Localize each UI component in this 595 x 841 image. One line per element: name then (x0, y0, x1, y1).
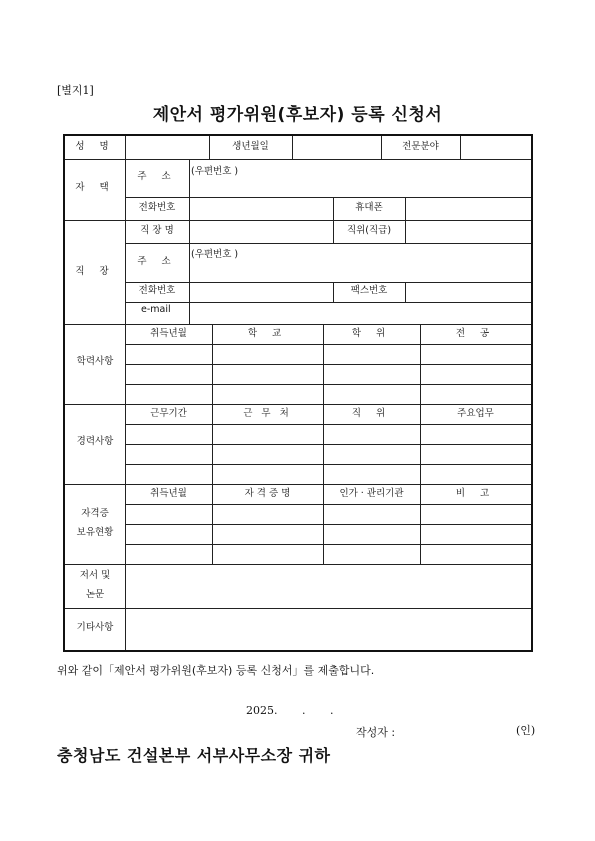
submission-date: 2025. . . (246, 704, 334, 717)
home-address-label: 주 소 (137, 171, 177, 182)
table-rule-line (125, 444, 531, 445)
table-rule-line (125, 197, 531, 198)
career-header-position: 직 위 (351, 408, 392, 419)
table-rule-line (65, 404, 531, 405)
education-header-school: 학 교 (247, 328, 288, 339)
table-rule-line (125, 384, 531, 385)
license-header-name: 자 격 증 명 (244, 488, 291, 499)
table-rule-line (65, 564, 531, 565)
seal-mark: (인) (516, 724, 536, 737)
license-header-date: 취득년월 (150, 488, 187, 499)
recipient-line: 충청남도 건설본부 서부사무소장 귀하 (57, 746, 331, 765)
work-address-label: 주 소 (137, 256, 177, 267)
workplace-label: 직 장 명 (140, 225, 174, 236)
application-form-table (63, 134, 533, 652)
field-label: 전문분야 (402, 141, 439, 152)
table-rule-line (125, 424, 531, 425)
table-rule-line (405, 197, 406, 220)
table-rule-line (65, 159, 531, 160)
license-label-line2: 보유현황 (76, 527, 114, 538)
table-rule-line (420, 324, 421, 564)
table-rule-line (125, 464, 531, 465)
table-rule-line (125, 544, 531, 545)
papers-label-line2: 논문 (85, 589, 105, 600)
table-rule-line (125, 524, 531, 525)
attachment-label: [별지1] (57, 84, 94, 97)
work-phone-label: 전화번호 (138, 285, 176, 296)
position-label: 직위(직급) (346, 225, 392, 236)
career-header-duties: 주요업무 (457, 408, 494, 419)
table-rule-line (125, 504, 531, 505)
education-header-major: 전 공 (455, 328, 496, 339)
work-postal: (우편번호 ) (191, 249, 239, 260)
education-header-degree: 학 위 (351, 328, 392, 339)
work-label: 직 장 (75, 266, 115, 277)
home-label: 자 택 (75, 182, 115, 193)
education-label: 학력사항 (76, 356, 114, 367)
table-rule-line (212, 324, 213, 564)
fax-label: 팩스번호 (350, 285, 388, 296)
form-title: 제안서 평가위원(후보자) 등록 신청서 (152, 105, 443, 125)
submission-statement: 위와 같이「제안서 평가위원(후보자) 등록 신청서」를 제출합니다. (57, 664, 375, 677)
table-rule-line (189, 159, 190, 220)
table-rule-line (65, 220, 531, 221)
table-rule-line (125, 302, 531, 303)
other-label: 기타사항 (76, 622, 114, 633)
table-rule-line (292, 136, 293, 159)
table-rule-line (125, 344, 531, 345)
table-rule-line (65, 324, 531, 325)
table-rule-line (405, 220, 406, 243)
home-postal: (우편번호 ) (191, 166, 239, 177)
table-rule-line (405, 282, 406, 302)
writer-label: 작성자 : (356, 726, 396, 739)
license-header-agency: 인가 · 관리기관 (339, 488, 404, 499)
education-header-date: 취득년월 (150, 328, 187, 339)
table-rule-line (65, 608, 531, 609)
table-rule-line (125, 243, 531, 244)
table-rule-line (125, 364, 531, 365)
name-label: 성 명 (75, 141, 115, 152)
mobile-label: 휴대폰 (355, 202, 383, 213)
email-label: e-mail (141, 304, 171, 315)
table-rule-line (189, 220, 190, 324)
table-rule-line (323, 324, 324, 564)
license-label-line1: 자격증 (81, 508, 109, 519)
birth-label: 생년월일 (232, 141, 269, 152)
table-rule-line (65, 484, 531, 485)
career-header-period: 근무기간 (150, 408, 187, 419)
home-phone-label: 전화번호 (138, 202, 176, 213)
papers-label-line1: 저서 및 (79, 570, 111, 581)
table-rule-line (460, 136, 461, 159)
career-header-workplace: 근 무 처 (243, 408, 292, 419)
license-header-note: 비 고 (455, 488, 496, 499)
career-label: 경력사항 (76, 436, 114, 447)
